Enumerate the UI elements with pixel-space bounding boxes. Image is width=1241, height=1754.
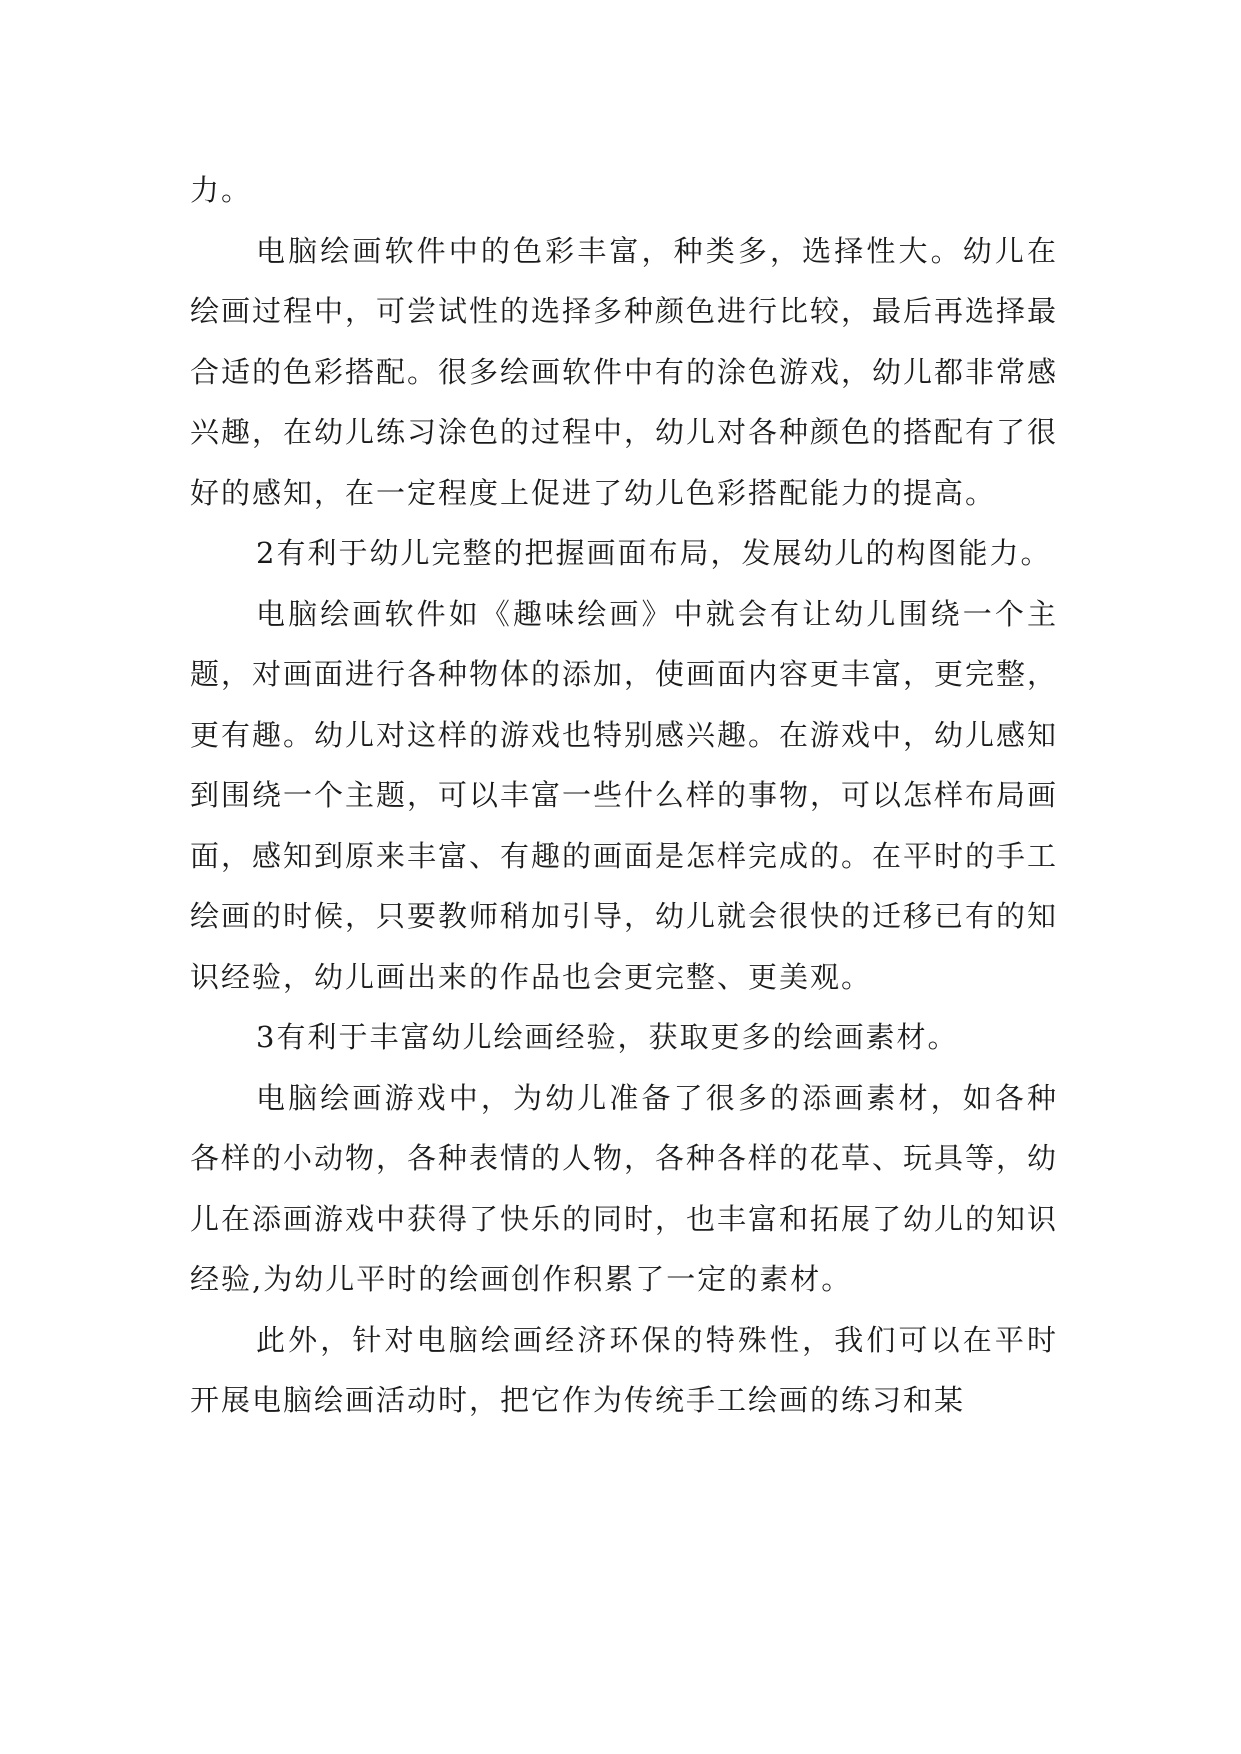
paragraph-continuation: 力。 [190, 173, 253, 207]
paragraph-additional: 此外，针对电脑绘画经济环保的特殊性，我们可以在平时开展电脑绘画活动时，把它作为传统手工绘画的练习和某 [190, 1322, 1058, 1417]
paragraph-heading-materials: 3有利于丰富幼儿绘画经验，获取更多的绘画素材。 [256, 1020, 959, 1054]
paragraph-color-richness: 电脑绘画软件中的色彩丰富，种类多，选择性大。幼儿在绘画过程中，可尝试性的选择多种颜色进行比较，最后再选择最合适的色彩搭配。很多绘画软件中有的涂色游戏，幼儿都非常感兴趣，在幼儿练习涂色的过程中，幼儿对各种颜色的搭配有了很好的感知，在一定程度上促进了幼儿色彩搭配能力的提高。 [190, 233, 1059, 510]
paragraph-materials-body: 电脑绘画游戏中，为幼儿准备了很多的添画素材，如各种各样的小动物，各种表情的人物，各种各样的花草、玩具等，幼儿在添画游戏中获得了快乐的同时，也丰富和拓展了幼儿的知识经验,为幼儿平时的绘画创作积累了一定的素材。 [190, 1080, 1059, 1296]
body-text [190, 160, 1058, 1431]
paragraph-heading-composition: 2有利于幼儿完整的把握画面布局，发展幼儿的构图能力。 [256, 536, 1052, 570]
paragraph-composition-body: 电脑绘画软件如《趣味绘画》中就会有让幼儿围绕一个主题，对画面进行各种物体的添加，使画面内容更丰富，更完整，更有趣。幼儿对这样的游戏也特别感兴趣。在游戏中，幼儿感知到围绕一个主题，可以丰富一些什么样的事物，可以怎样布局画面，感知到原来丰富、有趣的画面是怎样完成的。在平时的手工绘画的时候，只要教师稍加引导，幼儿就会很快的迁移已有的知识经验，幼儿画出来的作品也会更完整、更美观。 [190, 596, 1059, 994]
